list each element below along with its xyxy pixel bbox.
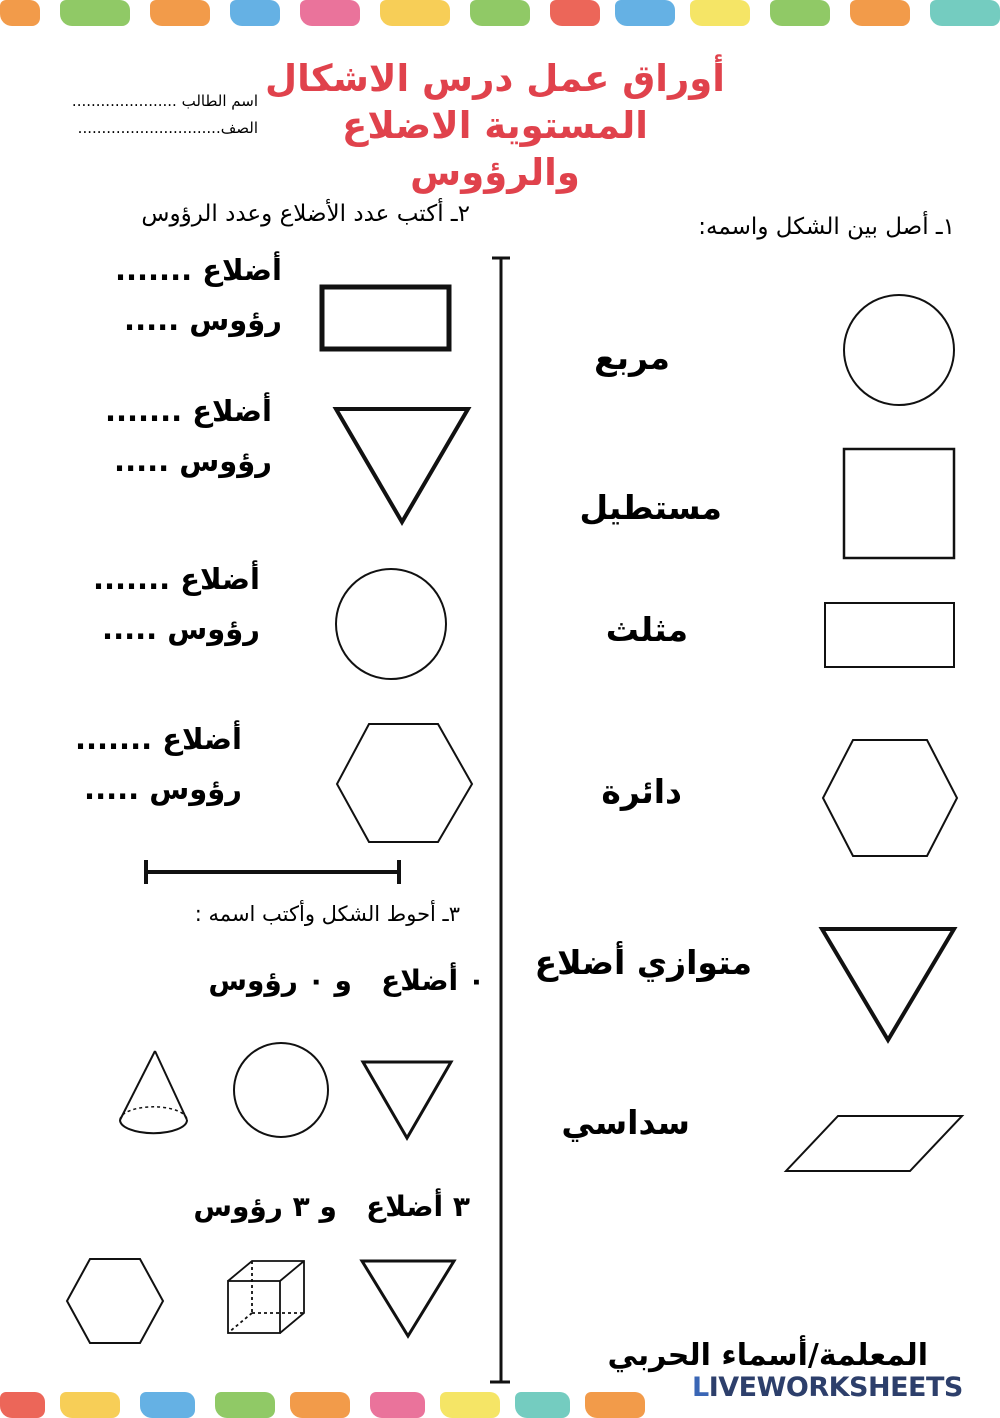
sides-blank[interactable]: أضلاع .......: [92, 562, 260, 596]
match-name-parallelogram[interactable]: متوازي أضلاع: [534, 943, 752, 982]
choice-shape-cube: [228, 1261, 304, 1333]
logo-prefix: L: [692, 1372, 709, 1403]
vertices-blank[interactable]: رؤوس .....: [114, 444, 272, 478]
match-shape-rectangle: [825, 603, 954, 667]
property-zero-sides: ٠ أضلاع و ٠ رؤوس: [208, 964, 485, 997]
property-three-sides: ٣ أضلاع و ٣ رؤوس: [193, 1190, 470, 1223]
match-shape-square: [844, 449, 954, 558]
section3-heading: ٣ـ أحوط الشكل وأكتب اسمه :: [194, 902, 460, 926]
count-shape-hexagon: [337, 724, 472, 842]
sides-blank[interactable]: أضلاع .......: [74, 722, 242, 756]
student-name-field[interactable]: اسم الطالب ......................: [71, 92, 258, 110]
choice-shape-hexagon: [67, 1259, 163, 1343]
sides-blank[interactable]: أضلاع .......: [114, 253, 282, 287]
vertices-blank[interactable]: رؤوس .....: [84, 772, 242, 806]
title-line-2: المستوية الاضلاع والرؤوس: [342, 104, 648, 194]
match-name-circle[interactable]: دائرة: [601, 772, 682, 811]
match-name-square[interactable]: مربع: [594, 338, 670, 377]
match-shape-circle: [844, 295, 954, 405]
match-shape-parallelogram: [786, 1116, 962, 1171]
title-line-1: أوراق عمل درس الاشكال: [265, 57, 725, 100]
logo-text: IVEWORKSHEETS: [708, 1372, 963, 1403]
vertices-blank[interactable]: رؤوس .....: [124, 303, 282, 337]
section1-heading: ١ـ أصل بين الشكل واسمه:: [698, 214, 955, 240]
choice-shape-triangle-2: [362, 1261, 454, 1336]
sides-blank[interactable]: أضلاع .......: [104, 394, 272, 428]
count-shape-triangle: [336, 409, 468, 522]
choice-shape-cone: [120, 1051, 187, 1133]
count-shape-rectangle: [322, 287, 449, 349]
match-name-hexagon[interactable]: سداسي: [561, 1103, 690, 1142]
match-shape-hexagon: [823, 740, 957, 856]
match-name-triangle[interactable]: مثلث: [605, 610, 688, 649]
match-shape-triangle: [822, 929, 954, 1040]
count-shape-circle: [336, 569, 446, 679]
teacher-name: المعلمة/أسماء الحربي: [607, 1338, 928, 1373]
choice-shape-circle: [234, 1043, 328, 1137]
match-name-rectangle[interactable]: مستطيل: [579, 488, 722, 527]
student-class-field[interactable]: الصف..............................: [77, 119, 258, 137]
vertices-blank[interactable]: رؤوس .....: [102, 612, 260, 646]
section2-heading: ٢ـ أكتب عدد الأضلاع وعدد الرؤوس: [141, 201, 470, 227]
choice-shape-triangle: [363, 1062, 451, 1138]
